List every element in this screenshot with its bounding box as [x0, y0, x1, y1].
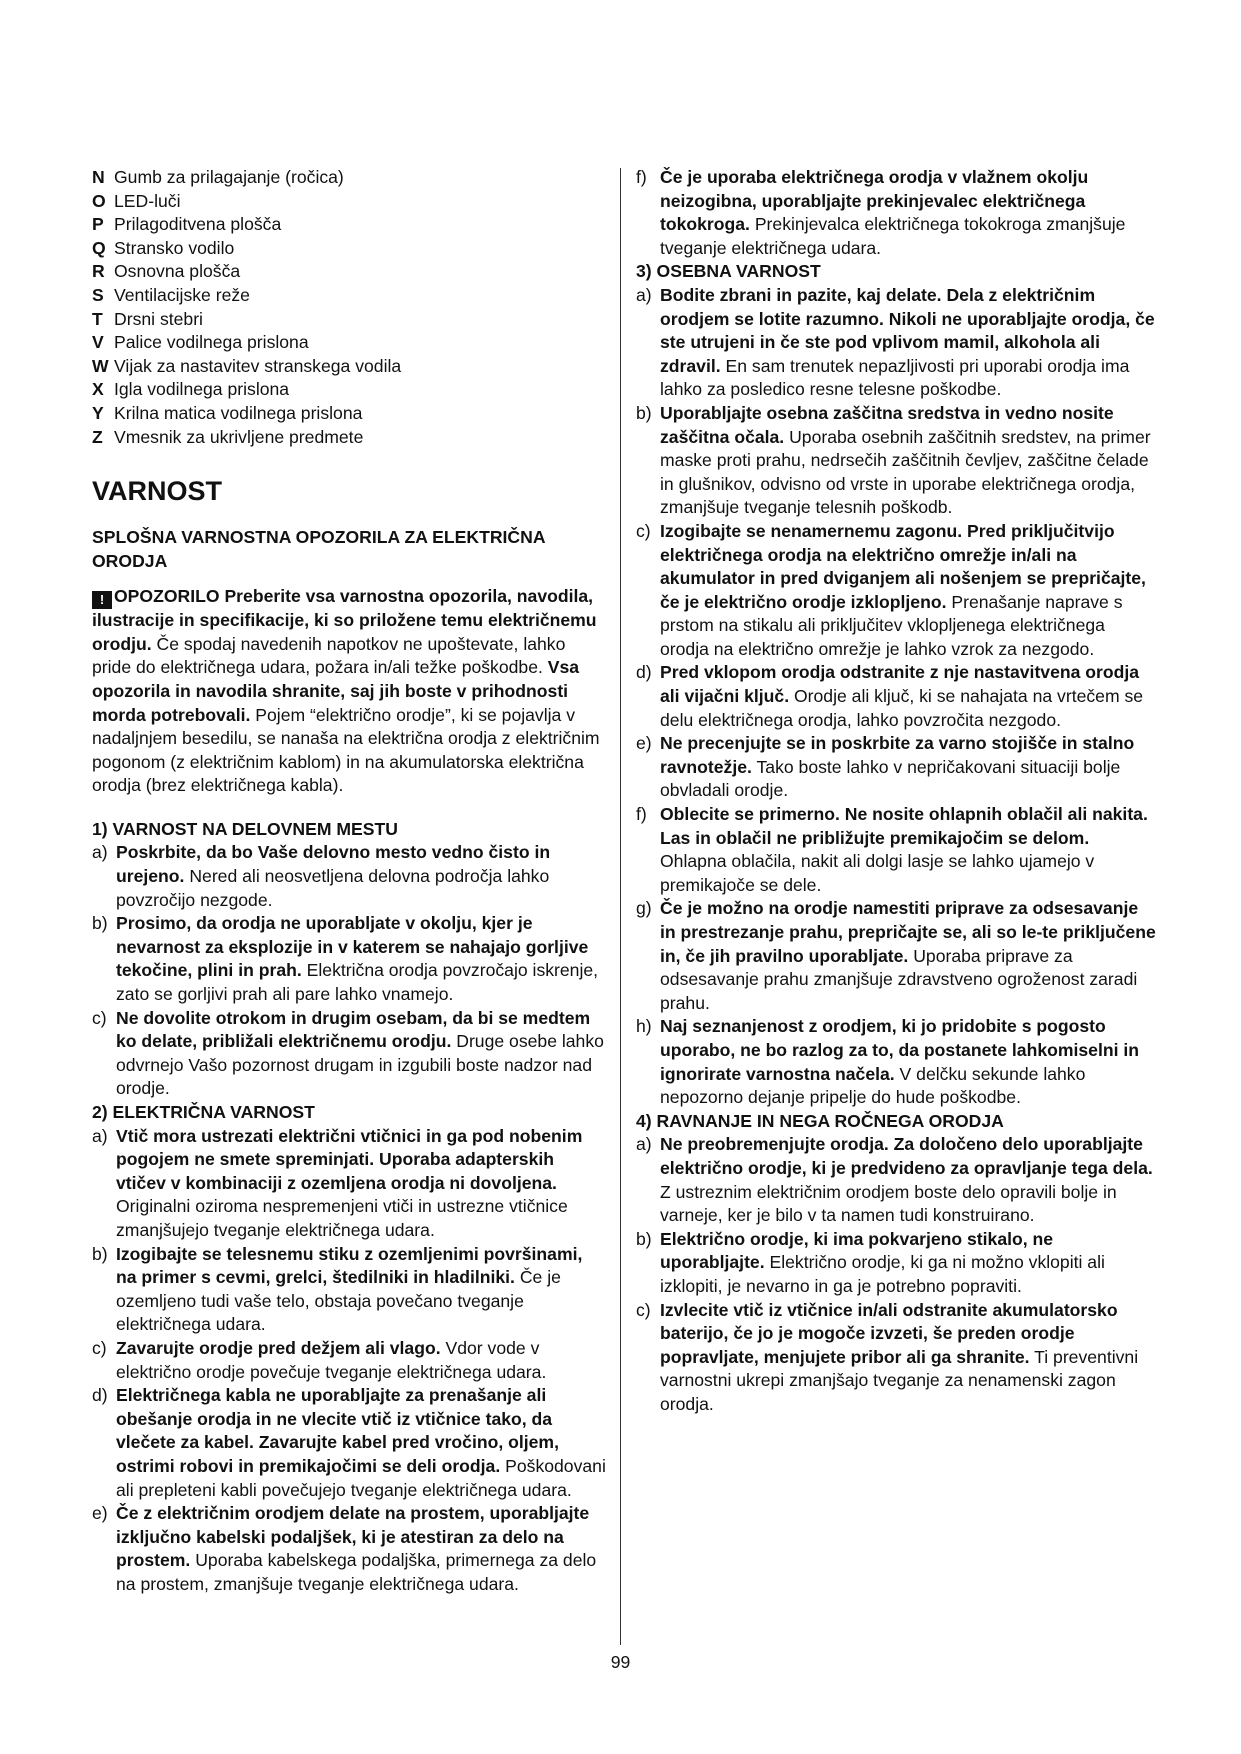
list-item: b) Uporabljajte osebna zaščitna sredstva in vedno nosite zaščitna očala. Uporaba osebnih zaščitnih sredstev, na primer maske proti prahu, nedrsečih zaščitnih čevljev, zaščitne čelade in glušnikov, odvisno od vrste in uporabe električnega orodja, zmanjšuje tveganje telesnih poškodb.: [636, 402, 1151, 518]
list-item: c) Zavarujte orodje pred dežjem ali vlago. Vdor vode v električno orodje povečuje tveganje električnega udara.: [92, 1337, 547, 1382]
list-item: d) Pred vklopom orodja odstranite z nje nastavitvena orodja ali vijačni ključ. Orodje ali ključ, ki se nahajata na vrtečem se delu električnega orodja, lahko povzročita nezgodo.: [636, 662, 1144, 730]
section-title: 2) ELEKTRIČNA VARNOST: [92, 1102, 315, 1122]
list-item: a) Ne preobremenjujte orodja. Za določeno delo uporabljajte električno orodje, ki je predvideno za opravljanje tega dela. Z ustreznim električnim orodjem boste delo opravili bolje in varneje, ker je bilo v ta namen tudi konstruirano.: [636, 1134, 1153, 1226]
list-item: a) Bodite zbrani in pazite, kaj delate. Dela z električnim orodjem se lotite razumno. Nikoli ne uporabljajte orodja, če ste utrujeni in če ste pod vplivom mamil, alkohola ali zdravil. En sam trenutek nepazljivosti pri uporabi orodja ima lahko za posledico resne telesne poškodbe.: [636, 284, 1155, 400]
legend-item: Z Vmesnik za ukrivljene predmete: [92, 426, 364, 447]
legend-item: Q Stransko vodilo: [92, 237, 235, 258]
section-subheading: SPLOŠNA VARNOSTNA OPOZORILA ZA ELEKTRIČNA ORODJA: [92, 527, 545, 572]
column-divider: [620, 168, 621, 1645]
list-item: g) Če je možno na orodje namestiti priprave za odsesavanje in prestrezanje prahu, prepričajte se, ali so le-te priključene in, če jih pravilno uporabljate. Uporaba priprave za odsesavanje prahu zmanjšuje zdravstveno ogroženost zaradi prahu.: [636, 898, 1156, 1013]
section-title: 1) VARNOST NA DELOVNEM MESTU: [92, 818, 398, 839]
list-item: a) Poskrbite, da bo Vaše delovno mesto vedno čisto in urejeno. Nered ali neosvetljena delovna področja lahko povzročijo nezgode.: [92, 842, 551, 910]
list-item: b) Izogibajte se telesnemu stiku z ozemljenimi površinami, na primer s cevmi, grelci, štedilniki in hladilniki. Če je ozemljeno tudi vaše telo, obstaja povečano tveganje električnega udara.: [92, 1243, 583, 1335]
parts-legend: [92, 166, 606, 449]
legend-item: P Prilagoditvena plošča: [92, 214, 282, 235]
list-item: c) Izvlecite vtič iz vtičnice in/ali odstranite akumulatorsko baterijo, če jo je mogoče izvzeti, še preden orodje popravljate, menjujete pribor ali ga shranite. Ti preventivni varnostni ukrepi zmanjšajo tveganje za nenamenski zagon orodja.: [636, 1299, 1139, 1414]
section-title: 3) OSEBNA VARNOST: [636, 261, 821, 282]
legend-item: S Ventilacijske reže: [92, 284, 250, 305]
legend-item: V Palice vodilnega prislona: [92, 332, 309, 353]
left-column: [92, 166, 606, 1596]
list-item: c) Ne dovolite otrokom in drugim osebam, da bi se medtem ko delate, približali električnemu orodju. Druge osebe lahko odvrnejo Vašo pozornost drugam in izgubili boste nadzor nad orodje.: [92, 1007, 604, 1099]
list-item: f) Oblecite se primerno. Ne nosite ohlapnih oblačil ali nakita. Las in oblačil ne približujte premikajočim se delom. Ohlapna oblačila, nakit ali dolgi lasje se lahko ujamejo v premikajoče se dele.: [636, 804, 1148, 895]
page-number: 99: [610, 1652, 631, 1672]
list-item: d) Električnega kabla ne uporabljajte za prenašanje ali obešanje orodja in ne vlecite vtič iz vtičnice tako, da vlečete za kabel. Zavarujte kabel pred vročino, oljem, ostrimi robovi in premikajočimi se deli orodja. Poškodovani ali prepleteni kabli povečujejo tveganje električnega udara.: [92, 1385, 606, 1500]
list-item: b) Prosimo, da orodja ne uporabljate v okolju, kjer je nevarnost za eksplozije in v katerem se nahajajo gorljive tekočine, plini in prah. Električna orodja povzročajo iskrenje, zato se gorljivi prah ali pare lahko vnamejo.: [92, 913, 599, 1005]
legend-item: T Drsni stebri: [92, 308, 203, 329]
list-item: c) Izogibajte se nenamernemu zagonu. Pred priključitvijo električnega orodja na električno omrežje in/ali na akumulator in pred dviganjem ali nošenjem se prepričajte, če je električno orodje izklopljeno. Prenašanje naprave s prstom na stikalu ali priključitev vklopljenega električnega orodja na električno omrežje je lahko vzrok za nezgodo.: [636, 520, 1146, 659]
legend-item: N Gumb za prilagajanje (ročica): [92, 167, 344, 187]
legend-item: X Igla vodilnega prislona: [92, 379, 290, 400]
list-item: e) Če z električnim orodjem delate na prostem, uporabljajte izključno kabelski podaljšek, ki je atestiran za delo na prostem. Uporaba kabelskega podaljška, primernega za delo na prostem, zmanjšuje tveganje električnega udara.: [92, 1503, 597, 1594]
list-item: f) Če je uporaba električnega orodja v vlažnem okolju neizogibna, uporabljajte prekinjevalec električnega tokokroga. Prekinjevalca električnega tokokroga zmanjšuje tveganje električnega udara.: [636, 167, 1126, 258]
warning-icon: !: [92, 591, 112, 609]
section-title: 4) RAVNANJE IN NEGA ROČNEGA ORODJA: [636, 1110, 1004, 1131]
section-heading: VARNOST: [92, 476, 223, 507]
list-item: b) Električno orodje, ki ima pokvarjeno stikalo, ne uporabljajte. Električno orodje, ki ga ni možno vklopiti ali izklopiti, je nevarno in ga je potrebno popraviti.: [636, 1228, 1105, 1296]
list-item: a) Vtič mora ustrezati električni vtičnici in ga pod nobenim pogojem ne smete spreminjati. Uporaba adapterskih vtičev v kombinaciji z ozemljena orodja ni dovoljena. Originalni oziroma nespremenjeni vtiči in ustrezne vtičnice zmanjšujejo tveganje električnega udara.: [92, 1125, 583, 1240]
legend-item: R Osnovna plošča: [92, 261, 241, 282]
legend-item: Y Krilna matica vodilnega prislona: [92, 402, 363, 423]
right-column: [636, 166, 1156, 1416]
general-warning: ! OPOZORILO Preberite vsa varnostna opozorila, navodila, ilustracije in specifikacije, ki so priložene temu električnemu orodju. Če spodaj navedenih napotkov ne upoštevate, lahko pride do električnega udara, požara in/ali težke poškodbe. Vsa opozorila in navodila shranite, saj jih boste v prihodnosti morda potrebovali. Pojem “električno orodje”, ki se pojavlja v nadaljnjem besedilu, se nanaša na električna orodja z električnim pogonom (z električnim kablom) in na akumulatorska električna orodja (brez električnega kabla).: [92, 586, 600, 796]
legend-item: O LED-luči: [92, 190, 181, 211]
list-item: e) Ne precenjujte se in poskrbite za varno stojišče in stalno ravnotežje. Tako boste lahko v nepričakovani situaciji bolje obvladali orodje.: [636, 733, 1135, 801]
legend-item: W Vijak za nastavitev stranskega vodila: [92, 355, 402, 376]
list-item: h) Naj seznanjenost z orodjem, ki jo pridobite s pogosto uporabo, ne bo razlog za to, da postanete lahkomiselni in ignorirate varnostna načela. V delčku sekunde lahko nepozorno dejanje pripelje do hude poškodbe.: [636, 1016, 1140, 1108]
